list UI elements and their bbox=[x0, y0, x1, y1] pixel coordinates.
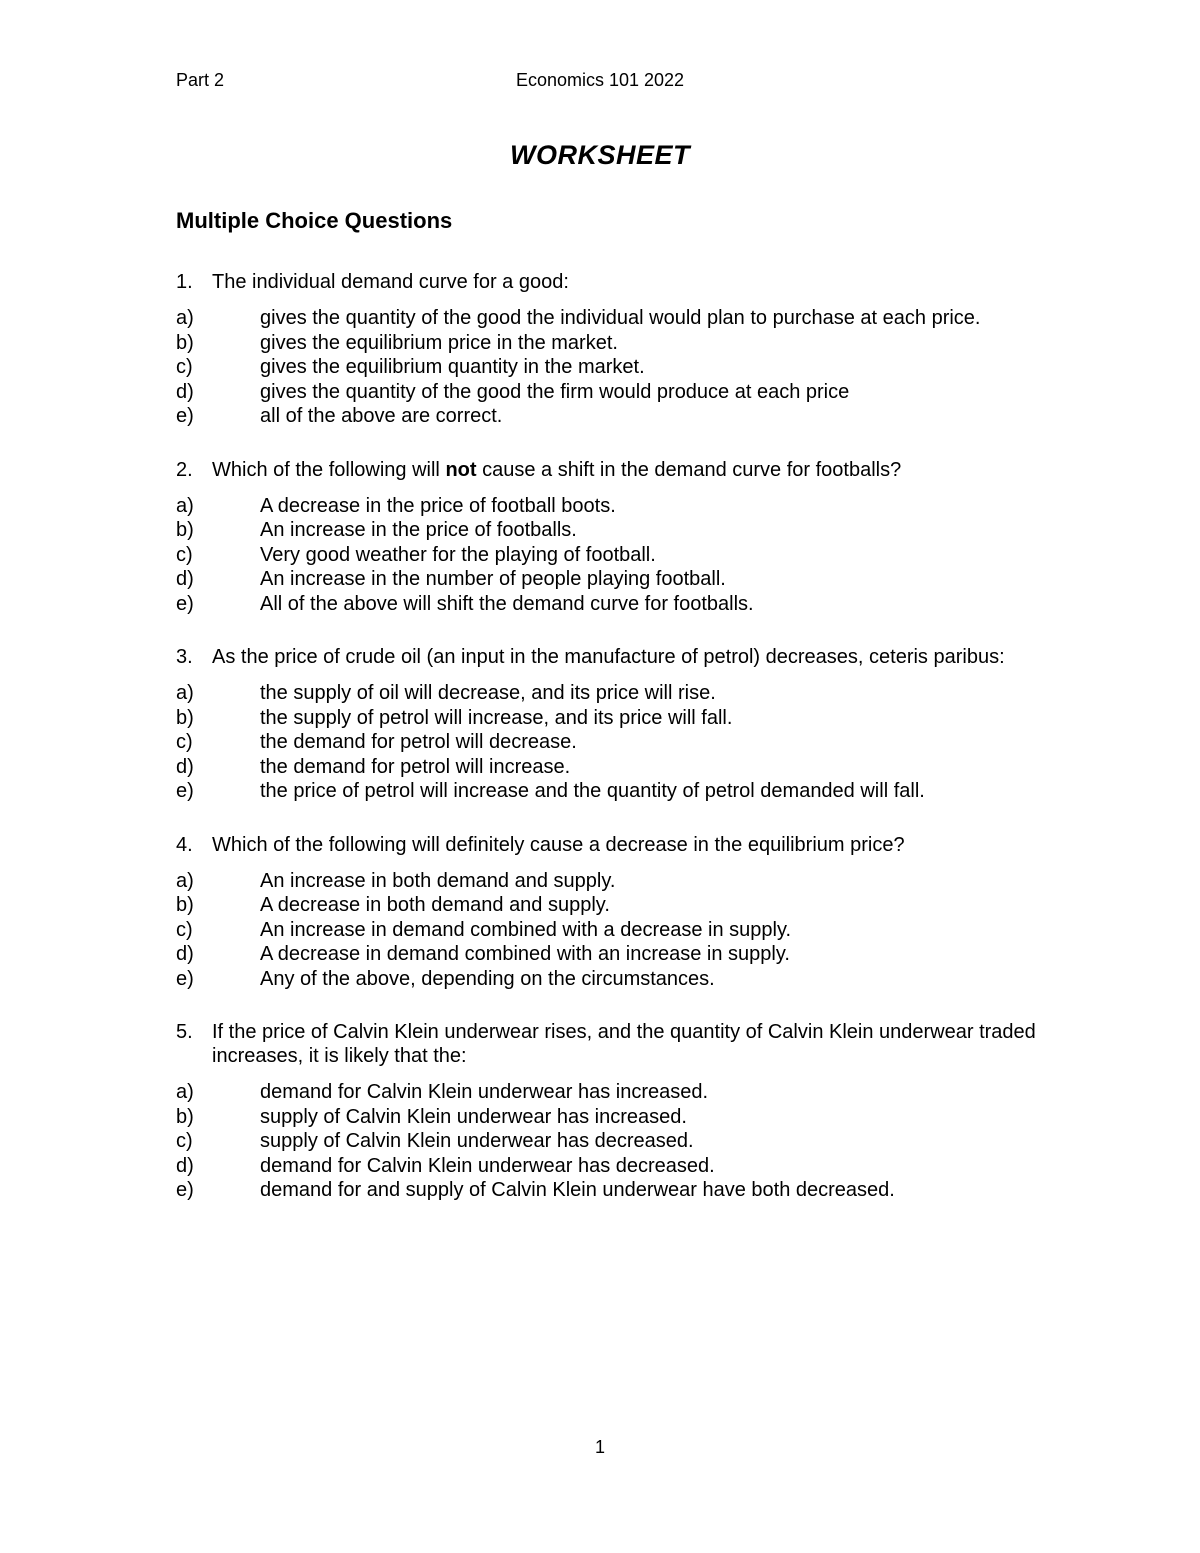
option-c bbox=[176, 1129, 1036, 1154]
question-text-emphasis: not bbox=[445, 458, 477, 481]
option-b bbox=[176, 1105, 1036, 1130]
option-letter: e) bbox=[176, 405, 194, 427]
option-letter: a) bbox=[176, 682, 194, 704]
option-c bbox=[176, 355, 1036, 380]
option-text: All of the above will shift the demand curve for footballs. bbox=[260, 592, 754, 615]
option-letter: a) bbox=[176, 307, 194, 329]
option-text: An increase in both demand and supply. bbox=[260, 869, 616, 892]
option-letter: b) bbox=[176, 706, 194, 729]
option-text: gives the quantity of the good the firm would produce at each price bbox=[260, 380, 850, 403]
question-stem bbox=[176, 270, 1036, 294]
option-letter: d) bbox=[176, 1154, 194, 1177]
question-4 bbox=[176, 833, 1036, 992]
question-3 bbox=[176, 645, 1036, 804]
question-number: 3. bbox=[176, 646, 193, 668]
option-text: An increase in the number of people playing football. bbox=[260, 568, 726, 590]
option-letter: d) bbox=[176, 380, 194, 403]
option-list bbox=[176, 681, 1036, 804]
question-number: 4. bbox=[176, 833, 193, 856]
option-text: A decrease in both demand and supply. bbox=[260, 894, 610, 916]
option-b bbox=[176, 706, 1036, 731]
option-letter: e) bbox=[176, 592, 194, 615]
option-text: A decrease in the price of football boots. bbox=[260, 494, 616, 517]
option-d bbox=[176, 755, 1036, 780]
option-letter: d) bbox=[176, 943, 194, 965]
option-letter: e) bbox=[176, 1179, 194, 1201]
option-text: the demand for petrol will decrease. bbox=[260, 731, 577, 753]
option-letter: a) bbox=[176, 1081, 194, 1103]
question-list bbox=[176, 270, 1036, 1232]
option-list bbox=[176, 1080, 1036, 1203]
option-c bbox=[176, 918, 1036, 943]
question-stem bbox=[176, 833, 1036, 857]
question-text-before: Which of the following will bbox=[212, 458, 446, 481]
option-d bbox=[176, 1154, 1036, 1179]
option-text: Very good weather for the playing of football. bbox=[260, 543, 656, 566]
option-d bbox=[176, 380, 1036, 405]
option-letter: b) bbox=[176, 894, 194, 916]
option-c bbox=[176, 730, 1036, 755]
question-text: Which of the following will definitely cause a decrease in the equilibrium price? bbox=[212, 833, 905, 856]
option-list bbox=[176, 869, 1036, 992]
section-heading: Multiple Choice Questions bbox=[176, 208, 453, 233]
option-e bbox=[176, 1178, 1036, 1203]
option-text: An increase in demand combined with a decrease in supply. bbox=[260, 918, 792, 941]
option-b bbox=[176, 518, 1036, 543]
header-course-label: Economics 101 2022 bbox=[515, 70, 685, 90]
option-text: gives the equilibrium quantity in the market. bbox=[260, 356, 645, 378]
question-stem bbox=[176, 1020, 1036, 1068]
option-letter: a) bbox=[176, 869, 194, 892]
option-letter: e) bbox=[176, 967, 194, 990]
option-letter: e) bbox=[176, 780, 194, 802]
option-c bbox=[176, 543, 1036, 568]
option-text: supply of Calvin Klein underwear has decreased. bbox=[260, 1130, 694, 1152]
question-stem bbox=[176, 458, 1036, 482]
question-text: As the price of crude oil (an input in the manufacture of petrol) decreases, ceteris paribus: bbox=[212, 646, 1005, 668]
option-b bbox=[176, 331, 1036, 356]
option-a bbox=[176, 494, 1036, 519]
option-text: supply of Calvin Klein underwear has increased. bbox=[260, 1105, 687, 1128]
option-letter: c) bbox=[176, 356, 193, 378]
option-text: gives the equilibrium price in the market. bbox=[260, 331, 618, 354]
option-text: A decrease in demand combined with an increase in supply. bbox=[260, 943, 790, 965]
option-text: demand for Calvin Klein underwear has decreased. bbox=[260, 1154, 715, 1177]
question-5 bbox=[176, 1020, 1036, 1203]
option-e bbox=[176, 404, 1036, 429]
option-letter: b) bbox=[176, 1105, 194, 1128]
option-a bbox=[176, 1080, 1036, 1105]
option-b bbox=[176, 893, 1036, 918]
option-letter: c) bbox=[176, 731, 193, 753]
option-text: Any of the above, depending on the circumstances. bbox=[260, 967, 715, 990]
option-text: the demand for petrol will increase. bbox=[260, 755, 571, 778]
page-title: WORKSHEET bbox=[510, 140, 690, 170]
option-text: the supply of oil will decrease, and its price will rise. bbox=[260, 682, 716, 704]
question-number: 5. bbox=[176, 1021, 193, 1043]
question-text bbox=[212, 458, 1036, 482]
option-e bbox=[176, 779, 1036, 804]
question-1 bbox=[176, 270, 1036, 429]
question-2 bbox=[176, 458, 1036, 617]
question-stem bbox=[176, 645, 1036, 669]
header-part-label: Part 2 bbox=[176, 70, 225, 90]
page-number: 1 bbox=[594, 1437, 605, 1457]
option-text: gives the quantity of the good the individual would plan to purchase at each price. bbox=[260, 307, 981, 329]
option-letter: b) bbox=[176, 519, 194, 541]
option-letter: d) bbox=[176, 568, 194, 590]
question-text-after: cause a shift in the demand curve for footballs? bbox=[476, 458, 902, 481]
option-a bbox=[176, 869, 1036, 894]
option-letter: d) bbox=[176, 755, 194, 778]
option-a bbox=[176, 306, 1036, 331]
option-d bbox=[176, 942, 1036, 967]
question-number: 1. bbox=[176, 271, 193, 293]
option-list bbox=[176, 306, 1036, 429]
option-letter: a) bbox=[176, 494, 194, 517]
option-text: demand for Calvin Klein underwear has increased. bbox=[260, 1081, 709, 1103]
option-a bbox=[176, 681, 1036, 706]
question-number: 2. bbox=[176, 458, 193, 481]
option-text: the price of petrol will increase and the quantity of petrol demanded will fall. bbox=[260, 780, 925, 802]
option-e bbox=[176, 967, 1036, 992]
option-text: An increase in the price of footballs. bbox=[260, 519, 577, 541]
question-text: If the price of Calvin Klein underwear rises, and the quantity of Calvin Klein underwear traded increases, it is likely that the: bbox=[212, 1021, 1036, 1067]
option-text: the supply of petrol will increase, and its price will fall. bbox=[260, 706, 733, 729]
option-letter: b) bbox=[176, 331, 194, 354]
option-letter: c) bbox=[176, 918, 193, 941]
option-text: demand for and supply of Calvin Klein underwear have both decreased. bbox=[260, 1179, 895, 1201]
option-e bbox=[176, 592, 1036, 617]
option-list bbox=[176, 494, 1036, 617]
option-letter: c) bbox=[176, 543, 193, 566]
option-letter: c) bbox=[176, 1130, 193, 1152]
question-text: The individual demand curve for a good: bbox=[212, 271, 569, 293]
option-text: all of the above are correct. bbox=[260, 405, 503, 427]
option-d bbox=[176, 567, 1036, 592]
